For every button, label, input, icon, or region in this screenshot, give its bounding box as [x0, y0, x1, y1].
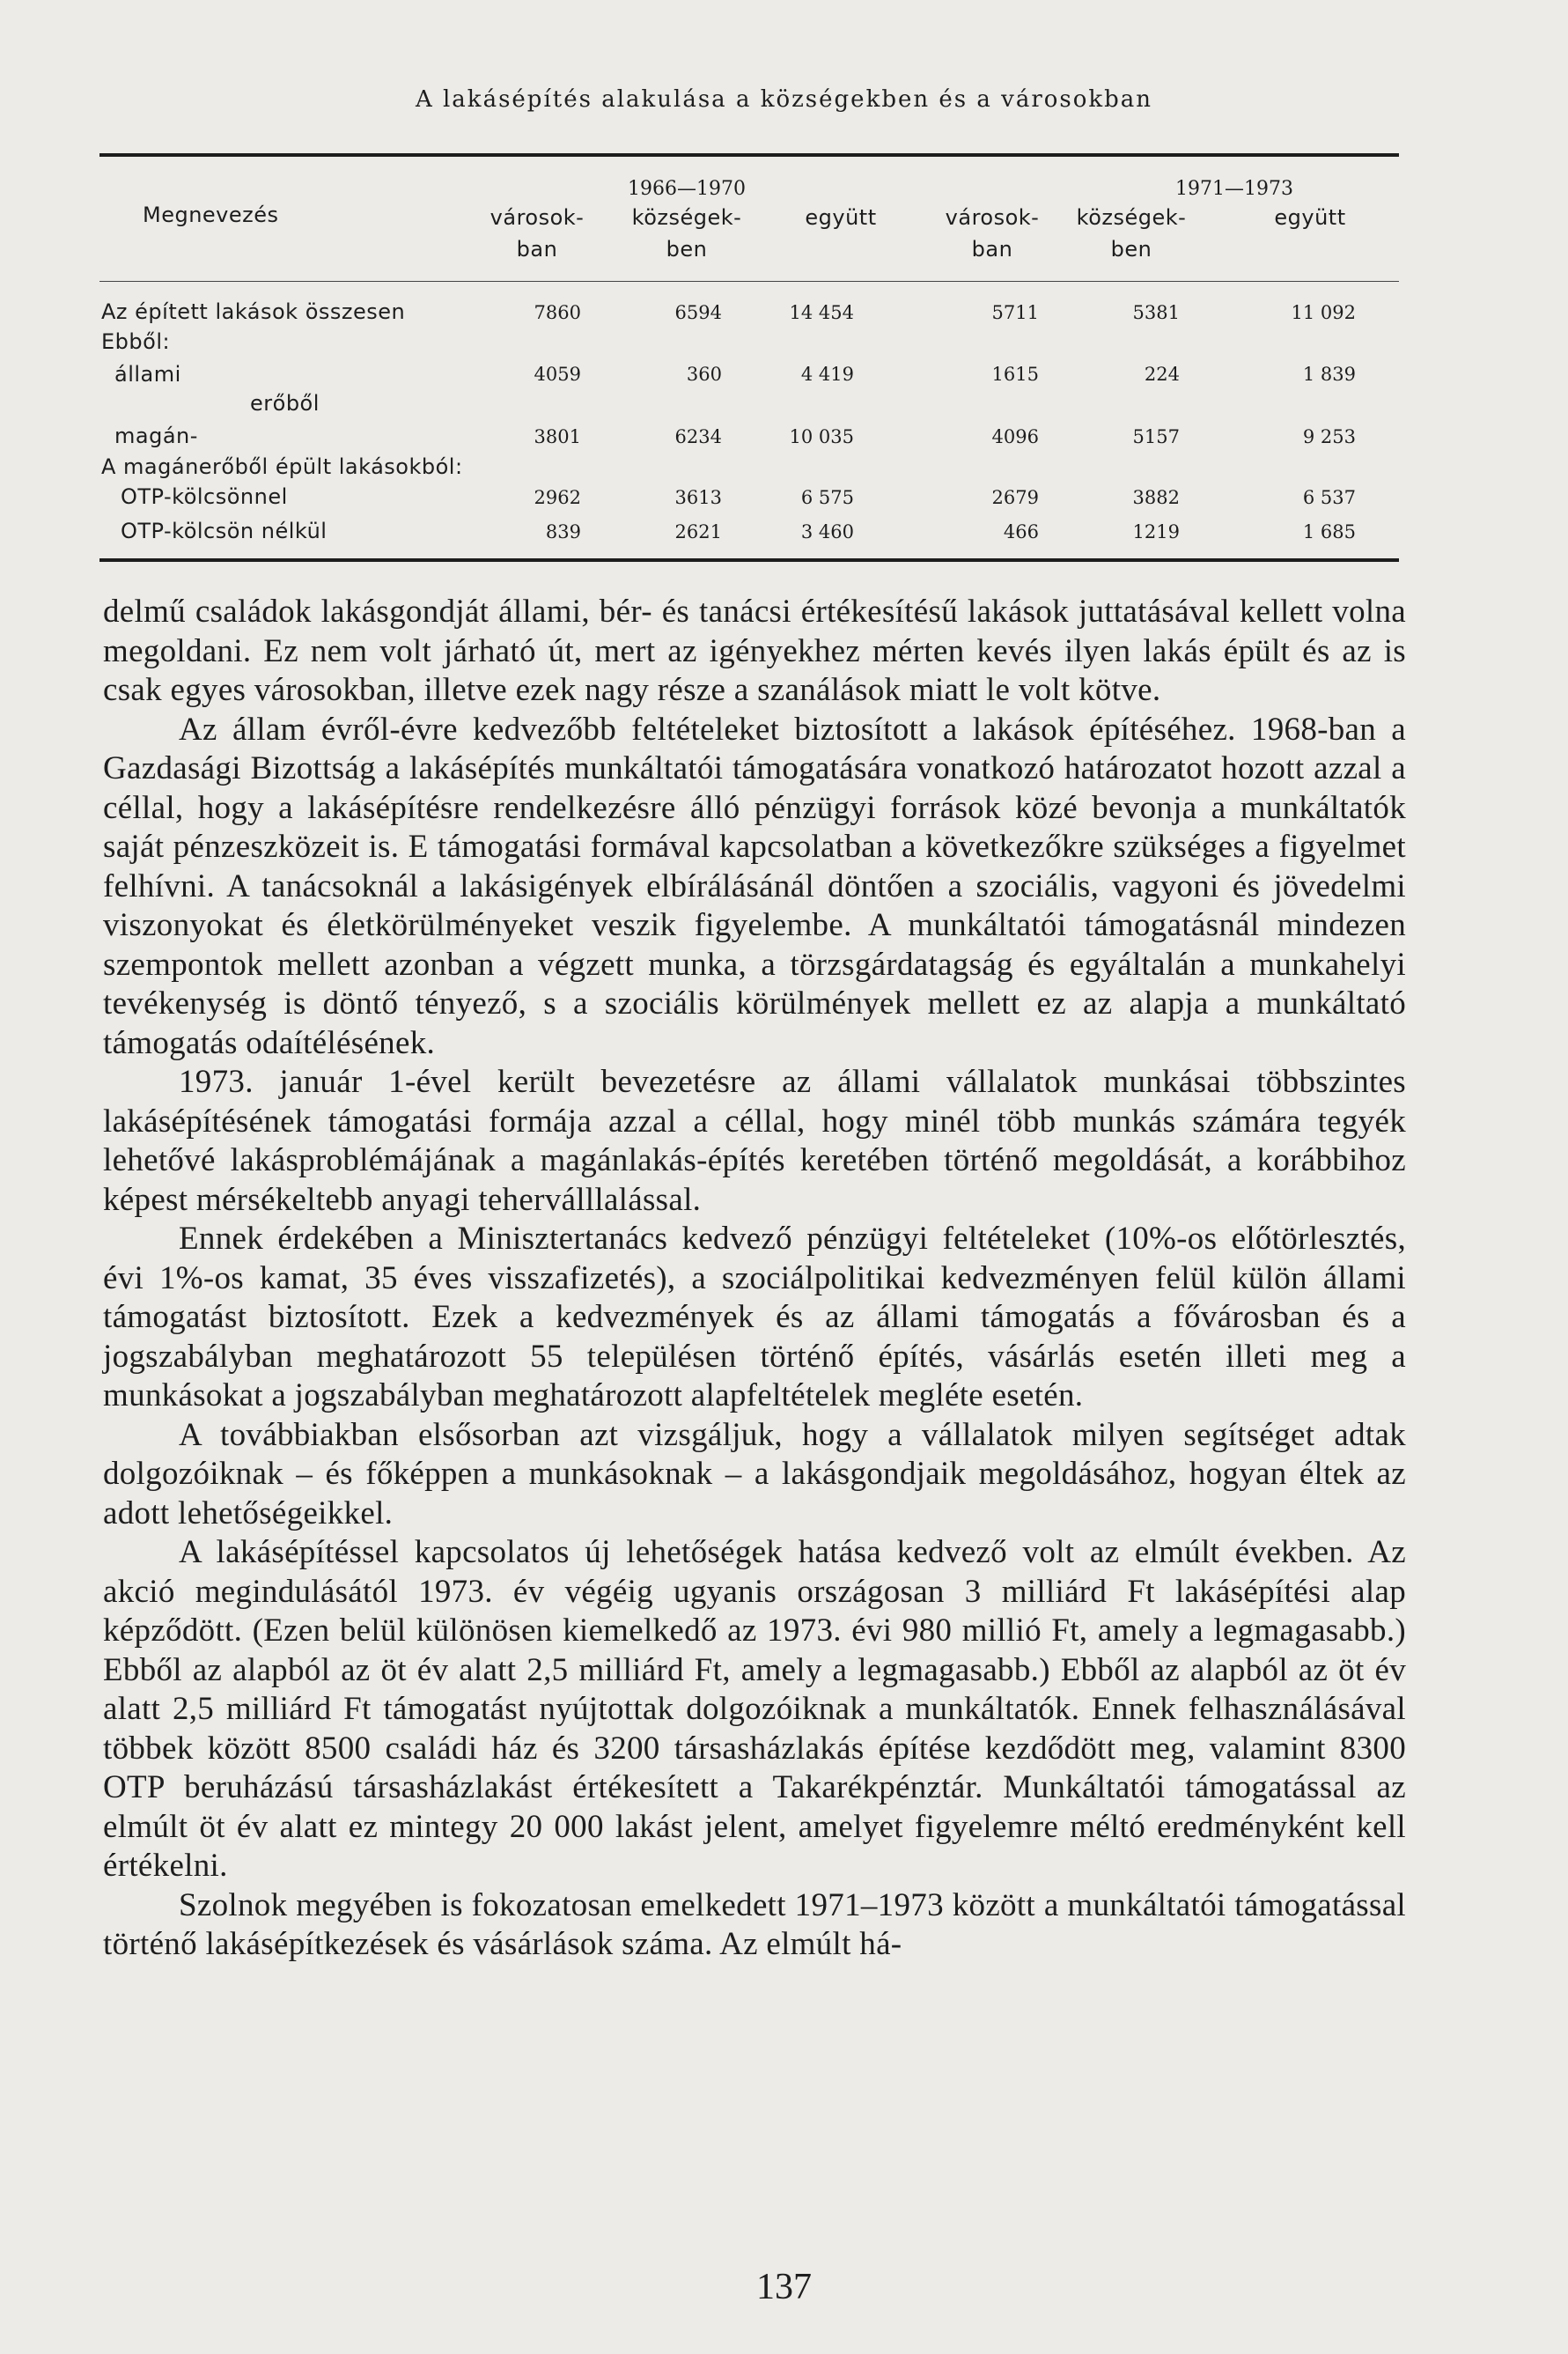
cell: 466 — [1003, 521, 1039, 542]
cell: 9 253 — [1302, 426, 1356, 447]
paragraph: 1973. január 1-ével került bevezetésre az állami vállalatok munkásai többszintes lakásépítésének támogatási formája azzal a céllal, hogy minél több munkás számára tegyék lehetővé lakásproblémájának a magánlakás-építés keretében történő megoldását, a korábbihoz képest mérsékeltebb anyagi teherválllalással. — [103, 1064, 1406, 1218]
header-kozseg-2a: községek- — [1076, 205, 1187, 230]
cell: 4 419 — [800, 364, 854, 385]
cell: 4096 — [991, 426, 1039, 447]
paragraph: Szolnok megyében is fokozatosan emelkedett 1971–1973 között a munkáltatói támogatással történő lakásépítkezések és vásárlások száma. Az elmúlt há- — [103, 1886, 1406, 1962]
cell: 10 035 — [789, 426, 854, 447]
cell: 224 — [1144, 364, 1180, 385]
header-varos-2a: városok- — [945, 205, 1040, 230]
cell: 839 — [545, 521, 581, 542]
cell: 1219 — [1132, 521, 1180, 542]
table-top-rule — [99, 153, 1399, 157]
header-period-1: 1966—1970 — [628, 178, 746, 200]
cell: 3882 — [1132, 487, 1180, 508]
header-name: Megnevezés — [143, 203, 279, 227]
cell: 6234 — [674, 426, 722, 447]
page-title: A lakásépítés alakulása a községekben és a városokban — [415, 86, 1153, 113]
row-label: OTP-kölcsön nélkül — [121, 519, 328, 543]
paragraph: Az állam évről-évre kedvezőbb feltételeket biztosított a lakások építéséhez. 1968-ban a Gazdasági Bizottság a lakásépítés munkáltatói támogatására vonatkozó határozatot hozott azzal a céllal, hogy a lakásépítésre rendelkezésre álló pénzügyi források közé bevonja a munkáltatók saját pénzeszközeit is. E támogatási formával kapcsolatban a következőkre szükséges a figyelmet felhívni. A tanácsoknál a lakásigények elbírálásánál döntően a szociális, vagyoni és jövedelmi viszonyokat és életkörülményeket veszik figyelembe. A munkáltatói támogatásnál mindezen szempontok mellett azonban a végzett munka, a törzsgárdatagság és egyáltalán a munkahelyi tevékenység is döntő tényező, s a szociális körülmények mellett ez az alapja a munkáltató támogatás odaítélésének. — [103, 711, 1406, 1061]
row-label: Ebből: — [101, 329, 171, 354]
paragraph: Ennek érdekében a Minisztertanács kedvező pénzügyi feltételeket (10%-os előtörlesztés, évi 1%-os kamat, 35 éves visszafizetés), a szociálpolitikai kedvezményen felül külön állami támogatást biztosított. Ezek a kedvezmények és az állami támogatás a fővárosban és a jogszabályban meghatározott 55 településen történő építés, vásárlás esetén illeti meg a munkásokat a jogszabályban meghatározott alapfeltételek megléte esetén. — [103, 1221, 1406, 1413]
body-text — [103, 593, 1406, 1965]
cell: 1 839 — [1302, 364, 1356, 385]
cell: 1615 — [991, 364, 1039, 385]
paragraph: A továbbiakban elsősorban azt vizsgáljuk, hogy a vállalatok milyen segítséget adtak dolgozóiknak – és főképpen a munkásoknak – a lakásgondjaik megoldásához, hogyan éltek az adott lehetőségeikkel. — [103, 1416, 1406, 1531]
row-label: OTP-kölcsönnel — [121, 484, 288, 509]
header-varos-2b: ban — [971, 237, 1013, 262]
cell: 11 092 — [1291, 302, 1356, 323]
cell: 6 575 — [800, 487, 854, 508]
cell: 2962 — [534, 487, 581, 508]
cell: 3801 — [534, 426, 581, 447]
cell: 14 454 — [789, 302, 854, 323]
cell: 6 537 — [1302, 487, 1356, 508]
table-header-rule — [99, 281, 1399, 282]
header-kozseg-1a: községek- — [631, 205, 742, 230]
header-kozseg-2b: ben — [1110, 237, 1152, 262]
cell: 3 460 — [800, 521, 854, 542]
cell: 1 685 — [1302, 521, 1356, 542]
row-label: állami — [114, 362, 181, 387]
header-kozseg-1b: ben — [666, 237, 708, 262]
table-bottom-rule — [99, 558, 1399, 562]
header-egyutt-1: együtt — [805, 205, 877, 230]
cell: 2621 — [674, 521, 722, 542]
cell: 5381 — [1132, 302, 1180, 323]
row-label: Az épített lakások összesen — [101, 299, 406, 324]
cell: 360 — [686, 364, 722, 385]
header-period-2: 1971—1973 — [1175, 178, 1293, 200]
row-label: magán- — [114, 424, 198, 448]
header-varos-1a: városok- — [490, 205, 585, 230]
row-label: erőből — [250, 391, 320, 416]
paragraph: A lakásépítéssel kapcsolatos új lehetőségek hatása kedvező volt az elmúlt években. Az akció megindulásától 1973. év végéig ugyanis országosan 3 milliárd Ft lakásépítési alap képződött. (Ezen belül különösen kiemelkedő az 1973. évi 980 millió Ft, amely a legmagasabb.) Ebből az alapból az öt év alatt 2,5 milliárd Ft, amely a legmagasabb.) Ebből az alapból az öt év alatt 2,5 milliárd Ft támogatást nyújtottak dolgozóiknak a munkáltatók. Ennek felhasználásával többek között 8500 családi ház és 3200 társasházlakás építése kezdődött meg, valamint 8300 OTP beruházású társasházlakást értékesített a Takarékpénztár. Munkáltatói támogatással az elmúlt öt év alatt ez mintegy 20 000 lakást jelent, amelyet figyelemre méltó eredményként kell értékelni. — [103, 1534, 1406, 1884]
cell: 2679 — [991, 487, 1039, 508]
cell: 3613 — [674, 487, 722, 508]
row-label: A magánerőből épült lakásokból: — [101, 454, 463, 479]
header-egyutt-2: együtt — [1274, 205, 1346, 230]
cell: 6594 — [674, 302, 722, 323]
cell: 4059 — [534, 364, 581, 385]
paragraph: delmű családok lakásgondját állami, bér- és tanácsi értékesítésű lakások juttatásával kellett volna megoldani. Ez nem volt járható út, mert az igényekhez mérten kevés ilyen lakás épült és az is csak egyes városokban, illetve ezek nagy része a szanálások miatt le volt kötve. — [103, 594, 1406, 708]
page-number: 137 — [756, 2267, 812, 2307]
header-varos-1b: ban — [516, 237, 558, 262]
cell: 7860 — [534, 302, 581, 323]
cell: 5711 — [991, 302, 1039, 323]
cell: 5157 — [1132, 426, 1180, 447]
